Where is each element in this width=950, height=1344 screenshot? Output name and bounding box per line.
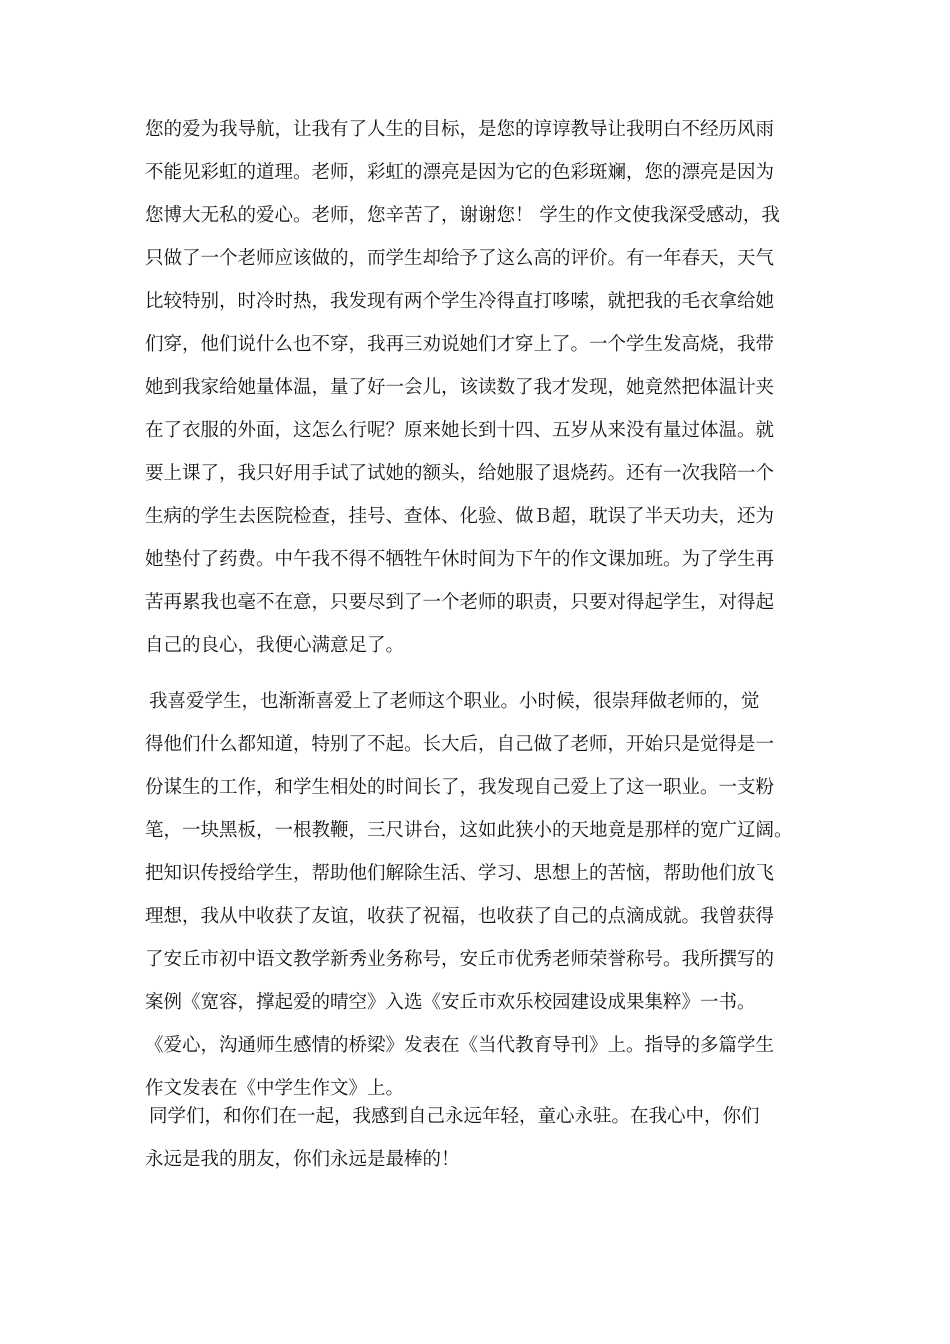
- text-line: 自己的良心，我便心满意足了。: [145, 635, 405, 656]
- text-line: 把知识传授给学生，帮助他们解除生活、学习、思想上的苦恼，帮助他们放飞: [145, 863, 775, 884]
- text-line: 同学们，和你们在一起，我感到自己永远年轻，童心永驻。在我心中，你们: [149, 1106, 760, 1127]
- text-line: 只做了一个老师应该做的，而学生却给予了这么高的评价。有一年春天，天气: [145, 248, 775, 269]
- text-line: 她垫付了药费。中午我不得不牺牲午休时间为下午的作文课加班。为了学生再: [145, 549, 775, 570]
- text-line: 在了衣服的外面，这怎么行呢？原来她长到十四、五岁从来没有量过体温。就: [145, 420, 775, 441]
- text-line: 要上课了，我只好用手试了试她的额头，给她服了退烧药。还有一次我陪一个: [145, 463, 775, 484]
- text-line: 们穿，他们说什么也不穿，我再三劝说她们才穿上了。一个学生发高烧，我带: [145, 334, 775, 355]
- text-line: 我喜爱学生，也渐渐喜爱上了老师这个职业。小时候，很崇拜做老师的，觉: [149, 691, 760, 712]
- text-line: 她到我家给她量体温，量了好一会儿，该读数了我才发现，她竟然把体温计夹: [145, 377, 775, 398]
- text-line: 您的爱为我导航，让我有了人生的目标，是您的谆谆教导让我明白不经历风雨: [145, 119, 775, 140]
- text-line: 笔，一块黑板，一根教鞭，三尺讲台，这如此狭小的天地竟是那样的宽广辽阔。: [145, 820, 793, 841]
- text-line: 不能见彩虹的道理。老师，彩虹的漂亮是因为它的色彩斑斓，您的漂亮是因为: [145, 162, 775, 183]
- text-line: 了安丘市初中语文教学新秀业务称号，安丘市优秀老师荣誉称号。我所撰写的: [145, 949, 775, 970]
- text-line: 苦再累我也毫不在意，只要尽到了一个老师的职责，只要对得起学生，对得起: [145, 592, 775, 613]
- text-line: 生病的学生去医院检查，挂号、查体、化验、做Ｂ超，耽误了半天功夫，还为: [145, 506, 775, 527]
- text-line: 您博大无私的爱心。老师，您辛苦了，谢谢您！ 学生的作文使我深受感动，我: [145, 205, 780, 226]
- text-line: 案例《宽容，撑起爱的晴空》入选《安丘市欢乐校园建设成果集粹》一书。: [145, 992, 756, 1013]
- text-line: 得他们什么都知道，特别了不起。长大后，自己做了老师，开始只是觉得是一: [145, 734, 775, 755]
- text-line: 作文发表在《中学生作文》上。: [145, 1078, 405, 1099]
- text-line: 《爱心，沟通师生感情的桥梁》发表在《当代教育导刊》上。指导的多篇学生: [145, 1035, 775, 1056]
- text-line: 理想，我从中收获了友谊，收获了祝福，也收获了自己的点滴成就。我曾获得: [145, 906, 775, 927]
- text-line: 永远是我的朋友，你们永远是最棒的！: [145, 1149, 460, 1170]
- text-line: 比较特别，时冷时热，我发现有两个学生冷得直打哆嗦，就把我的毛衣拿给她: [145, 291, 775, 312]
- text-line: 份谋生的工作，和学生相处的时间长了，我发现自己爱上了这一职业。一支粉: [145, 777, 775, 798]
